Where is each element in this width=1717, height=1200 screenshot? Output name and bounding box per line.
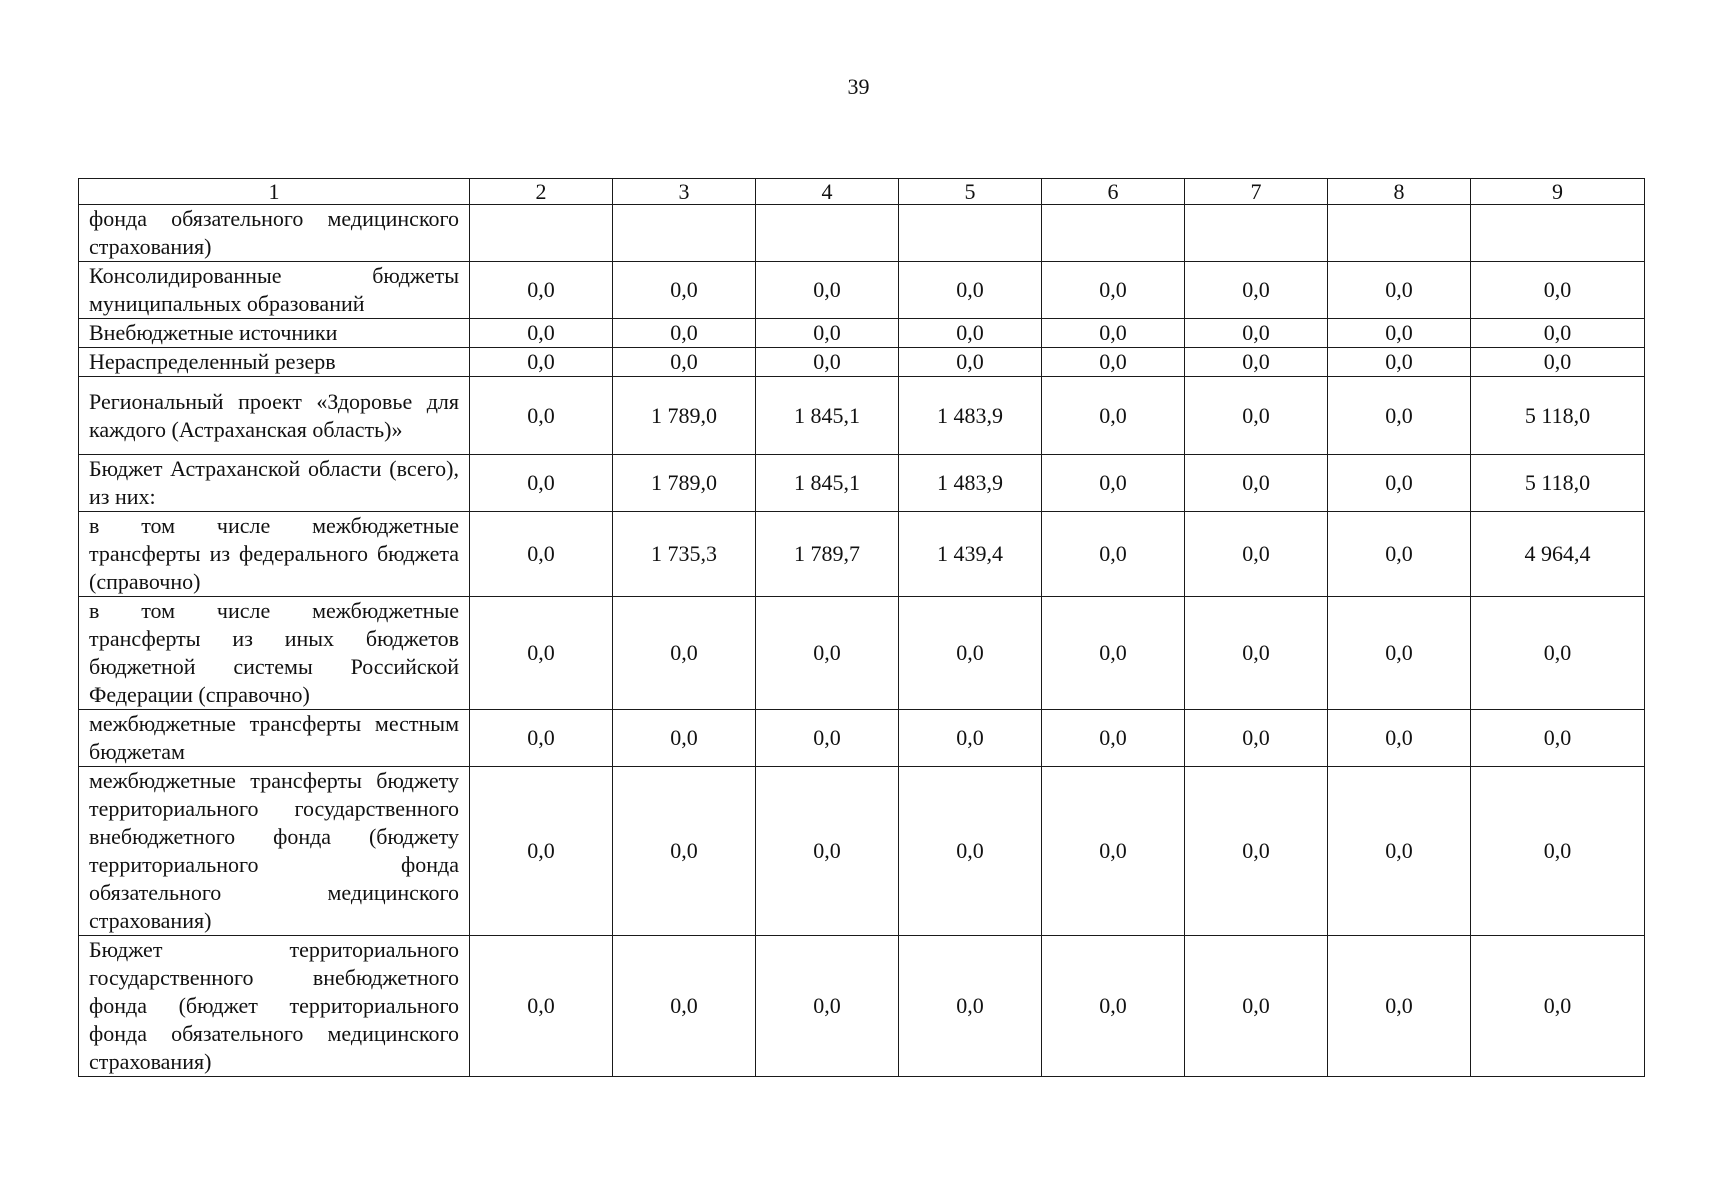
cell-value: 0,0: [1185, 348, 1328, 377]
cell-value: 0,0: [1042, 377, 1185, 455]
cell-value: 0,0: [1185, 455, 1328, 512]
cell-value: 1 483,9: [899, 455, 1042, 512]
column-header-8: 8: [1328, 179, 1471, 205]
row-label: Консолидированные бюджеты муниципальных образований: [79, 262, 470, 319]
table-row: [79, 319, 1645, 348]
page-number: 39: [847, 74, 870, 99]
cell-value: 0,0: [899, 936, 1042, 1077]
table-row: [79, 205, 1645, 262]
table-row: [79, 767, 1645, 936]
table-row: [79, 377, 1645, 455]
cell-value: 1 789,0: [613, 455, 756, 512]
cell-value: 0,0: [899, 767, 1042, 936]
cell-value: 0,0: [1185, 597, 1328, 710]
cell-value: [899, 205, 1042, 262]
cell-value: 0,0: [1471, 597, 1645, 710]
table-row: [79, 262, 1645, 319]
cell-value: 0,0: [756, 767, 899, 936]
cell-value: 0,0: [1471, 710, 1645, 767]
cell-value: 0,0: [470, 319, 613, 348]
cell-value: [1471, 205, 1645, 262]
cell-value: [1185, 205, 1328, 262]
cell-value: 0,0: [1185, 319, 1328, 348]
cell-value: 0,0: [1185, 512, 1328, 597]
cell-value: [756, 205, 899, 262]
table-row: [79, 512, 1645, 597]
cell-value: 0,0: [1185, 936, 1328, 1077]
cell-value: 0,0: [613, 936, 756, 1077]
table-header-row: [79, 179, 1645, 205]
cell-value: 0,0: [1042, 936, 1185, 1077]
column-header-3: 3: [613, 179, 756, 205]
cell-value: 0,0: [1328, 262, 1471, 319]
table-body: [79, 205, 1645, 1077]
cell-value: 0,0: [470, 377, 613, 455]
cell-value: 0,0: [1042, 597, 1185, 710]
cell-value: 5 118,0: [1471, 455, 1645, 512]
cell-value: 1 789,0: [613, 377, 756, 455]
cell-value: 0,0: [1042, 319, 1185, 348]
table-row: [79, 710, 1645, 767]
cell-value: 0,0: [756, 710, 899, 767]
cell-value: 0,0: [1328, 319, 1471, 348]
cell-value: 0,0: [613, 767, 756, 936]
cell-value: 0,0: [756, 319, 899, 348]
cell-value: 1 439,4: [899, 512, 1042, 597]
column-header-2: 2: [470, 179, 613, 205]
cell-value: [613, 205, 756, 262]
cell-value: 0,0: [1328, 597, 1471, 710]
row-label: Внебюджетные источники: [79, 319, 470, 348]
row-label: Бюджет территориального государственного внебюджетного фонда (бюджет территориального фонда обязательного медицинского страхования): [79, 936, 470, 1077]
cell-value: 0,0: [1328, 512, 1471, 597]
cell-value: 1 735,3: [613, 512, 756, 597]
column-header-6: 6: [1042, 179, 1185, 205]
row-label: в том числе межбюджетные трансферты из иных бюджетов бюджетной системы Российской Федерации (справочно): [79, 597, 470, 710]
cell-value: 0,0: [1471, 936, 1645, 1077]
cell-value: 0,0: [1328, 455, 1471, 512]
cell-value: 1 789,7: [756, 512, 899, 597]
table-row: [79, 936, 1645, 1077]
cell-value: 0,0: [1042, 455, 1185, 512]
cell-value: 0,0: [899, 710, 1042, 767]
cell-value: 1 845,1: [756, 377, 899, 455]
cell-value: [1328, 205, 1471, 262]
cell-value: 0,0: [899, 348, 1042, 377]
row-label: межбюджетные трансферты бюджету территориального государственного внебюджетного фонда (бюджету территориального фонда обязательного медицинского страхования): [79, 767, 470, 936]
cell-value: 0,0: [1471, 262, 1645, 319]
cell-value: 1 483,9: [899, 377, 1042, 455]
cell-value: 0,0: [470, 512, 613, 597]
table-row: [79, 348, 1645, 377]
column-header-4: 4: [756, 179, 899, 205]
cell-value: 0,0: [613, 348, 756, 377]
cell-value: 0,0: [1328, 936, 1471, 1077]
cell-value: 0,0: [1185, 262, 1328, 319]
table-row: [79, 455, 1645, 512]
cell-value: 5 118,0: [1471, 377, 1645, 455]
cell-value: 0,0: [1328, 348, 1471, 377]
cell-value: 0,0: [613, 710, 756, 767]
cell-value: 0,0: [899, 262, 1042, 319]
cell-value: 0,0: [470, 767, 613, 936]
row-label: фонда обязательного медицинского страхования): [79, 205, 470, 262]
cell-value: 0,0: [470, 710, 613, 767]
cell-value: 0,0: [470, 597, 613, 710]
cell-value: 0,0: [756, 262, 899, 319]
row-label: в том числе межбюджетные трансферты из федерального бюджета (справочно): [79, 512, 470, 597]
cell-value: 0,0: [1042, 767, 1185, 936]
cell-value: 0,0: [1185, 767, 1328, 936]
table-row: [79, 597, 1645, 710]
cell-value: 0,0: [470, 455, 613, 512]
cell-value: 0,0: [1471, 767, 1645, 936]
cell-value: 0,0: [1042, 710, 1185, 767]
cell-value: [1042, 205, 1185, 262]
column-header-5: 5: [899, 179, 1042, 205]
cell-value: 0,0: [756, 348, 899, 377]
column-header-9: 9: [1471, 179, 1645, 205]
column-header-7: 7: [1185, 179, 1328, 205]
cell-value: 0,0: [470, 262, 613, 319]
row-label: межбюджетные трансферты местным бюджетам: [79, 710, 470, 767]
cell-value: 4 964,4: [1471, 512, 1645, 597]
row-label: Бюджет Астраханской области (всего), из них:: [79, 455, 470, 512]
cell-value: 0,0: [613, 597, 756, 710]
cell-value: 0,0: [470, 348, 613, 377]
column-header-1: 1: [79, 179, 470, 205]
cell-value: 0,0: [613, 262, 756, 319]
row-label: Нераспределенный резерв: [79, 348, 470, 377]
cell-value: 0,0: [1042, 512, 1185, 597]
cell-value: 1 845,1: [756, 455, 899, 512]
cell-value: 0,0: [1185, 710, 1328, 767]
cell-value: 0,0: [1471, 348, 1645, 377]
cell-value: 0,0: [756, 597, 899, 710]
cell-value: 0,0: [1185, 377, 1328, 455]
cell-value: 0,0: [1328, 377, 1471, 455]
cell-value: 0,0: [470, 936, 613, 1077]
budget-table: [78, 178, 1645, 1077]
cell-value: 0,0: [1042, 262, 1185, 319]
cell-value: 0,0: [1328, 710, 1471, 767]
row-label: Региональный проект «Здоровье для каждого (Астраханская область)»: [79, 377, 470, 455]
cell-value: 0,0: [756, 936, 899, 1077]
cell-value: 0,0: [1471, 319, 1645, 348]
cell-value: 0,0: [899, 597, 1042, 710]
cell-value: 0,0: [613, 319, 756, 348]
cell-value: [470, 205, 613, 262]
cell-value: 0,0: [899, 319, 1042, 348]
cell-value: 0,0: [1042, 348, 1185, 377]
cell-value: 0,0: [1328, 767, 1471, 936]
